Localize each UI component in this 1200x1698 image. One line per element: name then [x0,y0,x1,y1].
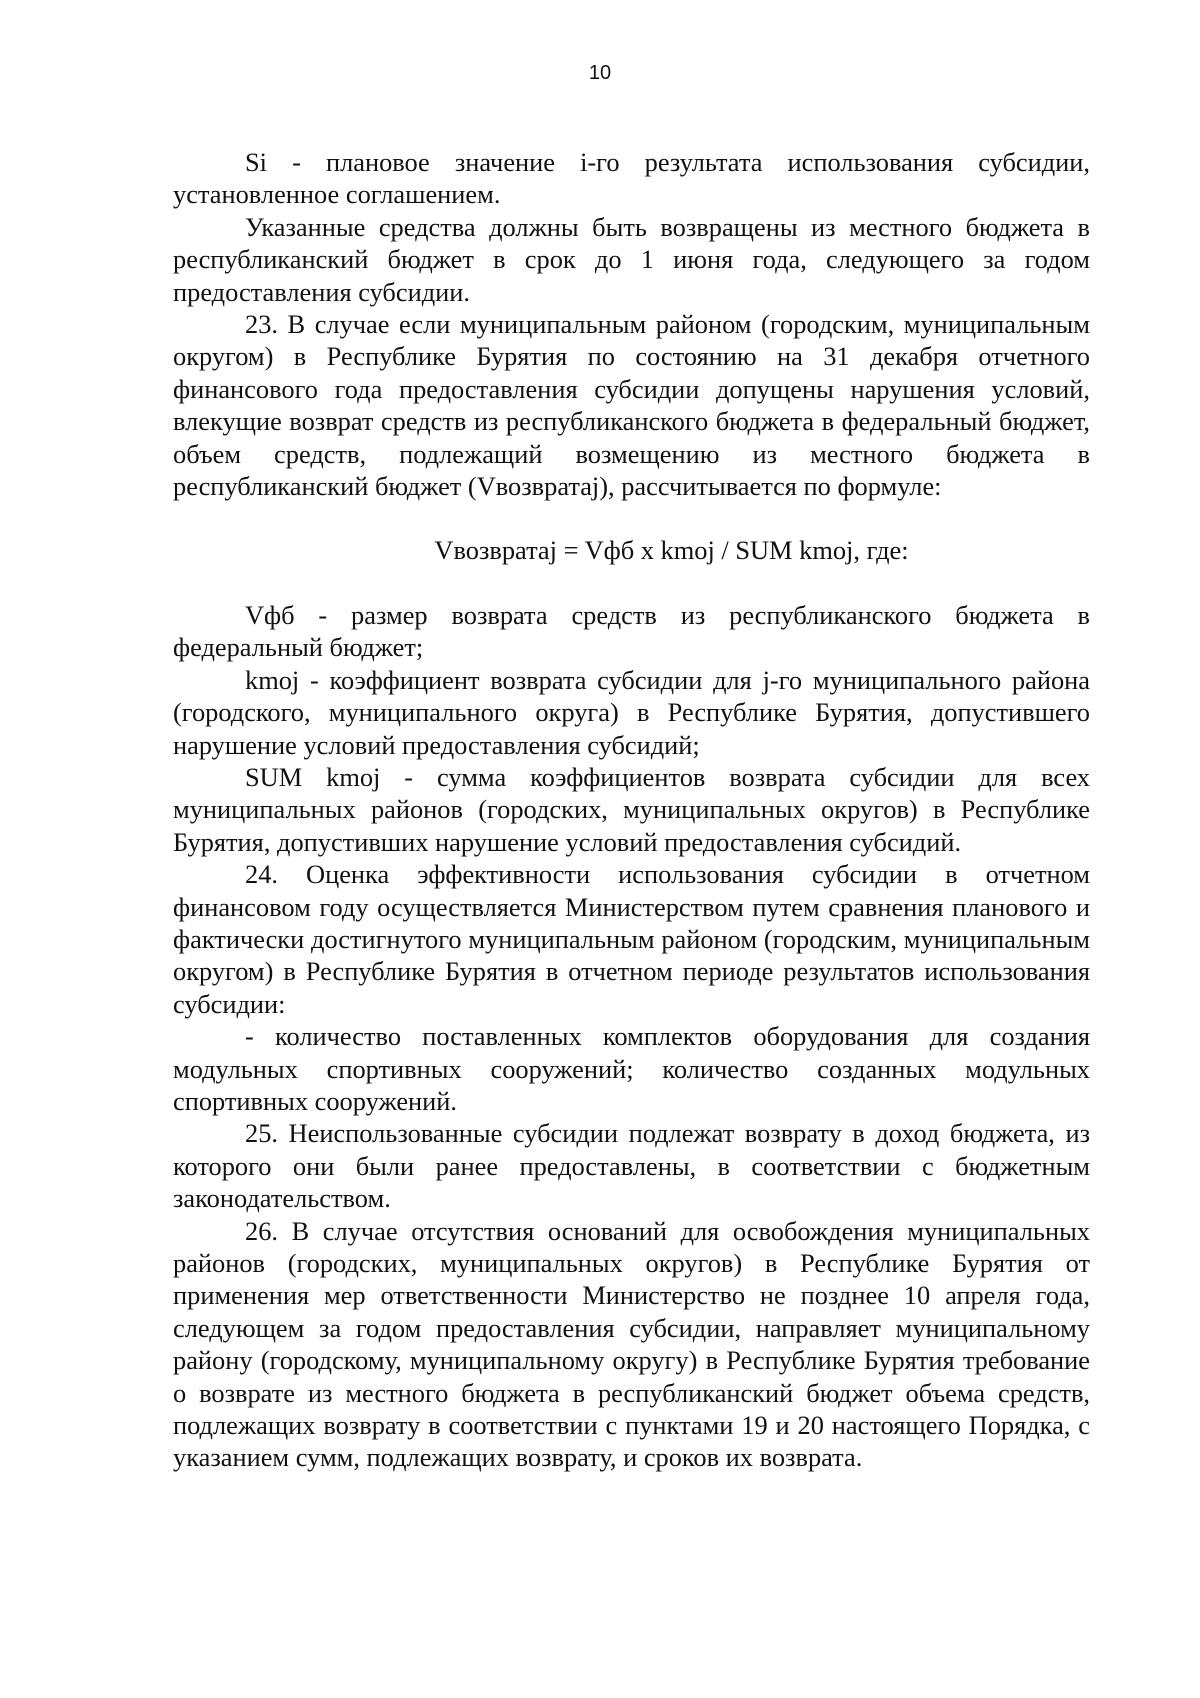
paragraph-vfb-definition: Vфб - размер возврата средств из республиканского бюджета в федеральный бюджет; [173,599,1090,663]
paragraph-25: 25. Неиспользованные субсидии подлежат возврату в доход бюджета, из которого они были ранее предоставлены, в соответствии с бюджетным законодательством. [173,1118,1090,1214]
paragraph-si-definition: Si - плановое значение i-го результата использования субсидии, установленное соглашением. [173,147,1090,210]
paragraph-23: 23. В случае если муниципальным районом (городским, муниципальным округом) в Республике Бурятия по состоянию на 31 декабря отчетного финансового года предоставления субсидии допущены нарушения условий, влекущие возврат средств из республиканского бюджета в федеральный бюджет, объем средств, подлежащий возмещению из местного бюджета в республиканский бюджет (Vвозвратаj), рассчитывается по формуле: [173,309,1090,502]
page-number: 10 [588,62,612,84]
paragraph-26: 26. В случае отсутствия оснований для освобождения муниципальных районов (городских, муниципальных округов) в Республике Бурятия от применения мер ответственности Министерство не позднее 10 апреля года, следующем за годом предоставления субсидии, направляет муниципальному району (городскому, муниципальному округу) в Республике Бурятия требование о возврате из местного бюджета в республиканский бюджет объема средств, подлежащих возврату в соответствии с пунктами 19 и 20 настоящего Порядка, с указанием сумм, подлежащих возврату, и сроков их возврата. [173,1215,1090,1473]
paragraph-kmoj-definition: kmoj - коэффициент возврата субсидии для j-го муниципального района (городского, муниципального округа) в Республике Бурятия, допустившего нарушение условий предоставления субсидий; [173,664,1090,760]
paragraph-sum-kmoj-definition: SUM kmoj - сумма коэффициентов возврата субсидии для всех муниципальных районов (городских, муниципальных округов) в Республике Бурятия, допустивших нарушение условий предоставления субсидий. [173,761,1090,857]
paragraph-24-result-item: - количество поставленных комплектов оборудования для создания модульных спортивных сооружений; количество созданных модульных спортивных сооружений. [173,1021,1090,1116]
paragraph-24: 24. Оценка эффективности использования субсидии в отчетном финансовом году осуществляется Министерством путем сравнения планового и фактически достигнутого муниципальным районом (городским, муниципальным округом) в Республике Бурятия в отчетном периоде результатов использования субсидии: [173,859,1090,1019]
document-body [173,146,1090,1474]
paragraph-return-deadline: Указанные средства должны быть возвращены из местного бюджета в республиканский бюджет в срок до 1 июня года, следующего за годом предоставления субсидии. [173,211,1090,307]
formula: Vвозвратаj = Vфб x kmoj / SUM kmoj, где: [434,535,909,566]
